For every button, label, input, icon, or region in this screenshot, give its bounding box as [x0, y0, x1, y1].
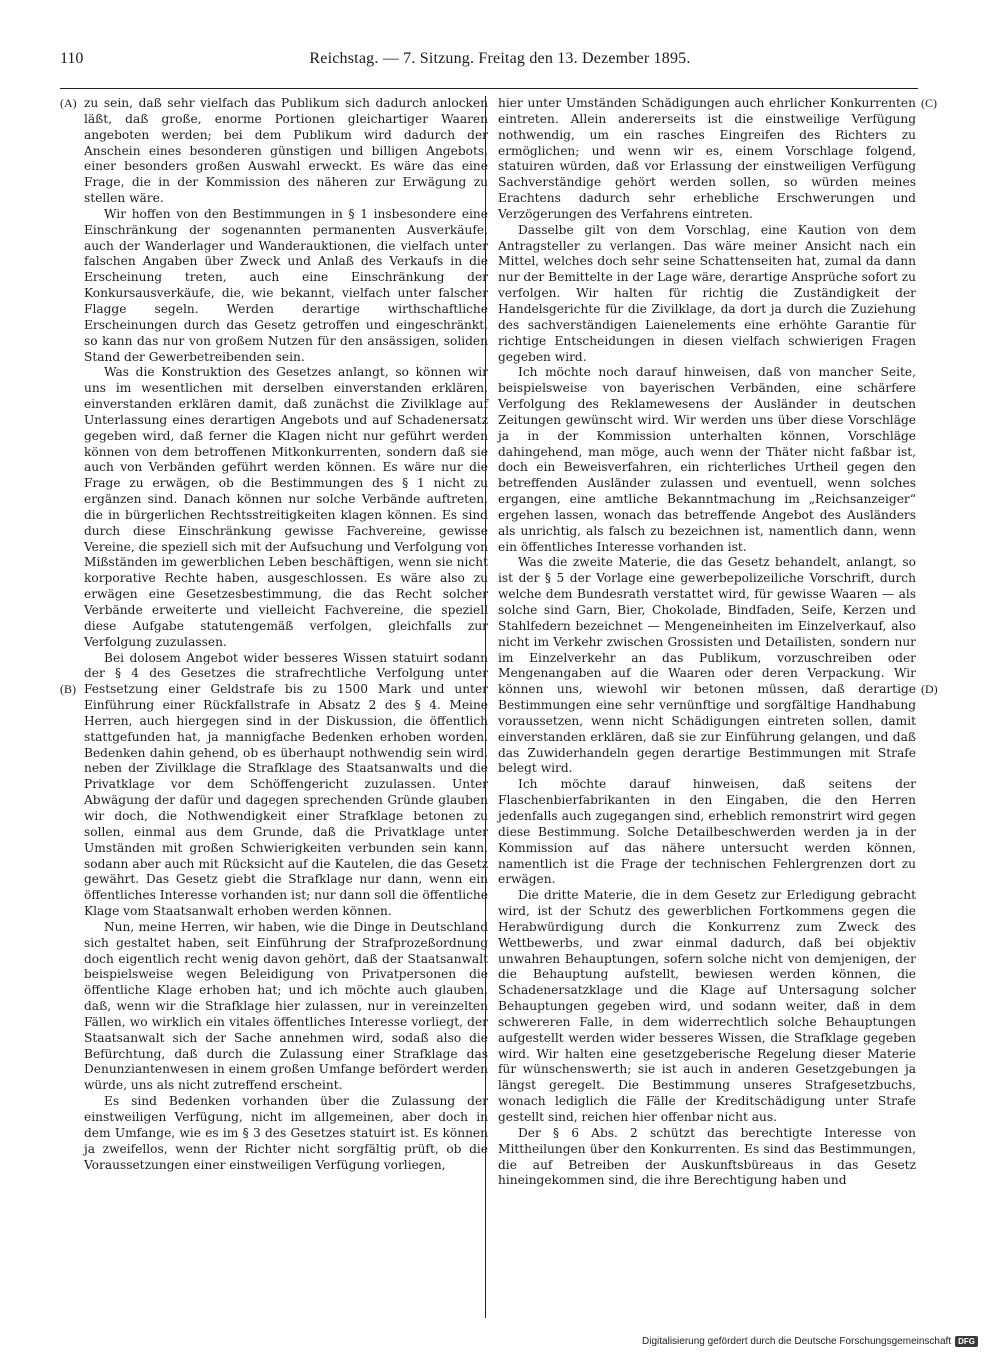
- footer-text: Digitalisierung gefördert durch die Deutsche Forschungsgemeinschaft: [642, 1335, 952, 1347]
- paragraph: Ich möchte noch darauf hinweisen, daß von mancher Seite, beispielsweise von bayerischen Verbänden, eine schärfere Verfolgung des Reklamewesens der Ausländer in deutschen Zeitungen gewünscht wird. Wir werden uns über diese Vorschläge ja in der Kommission unterhalten können, Vorschläge dahingehend, man möge, auch wenn der Thäter nicht faßbar ist, doch ein Beweisverfahren, ein richterliches Urtheil gegen den betreffenden Ausländer zulassen und eventuell, wenn solches ergangen, eine amtliche Bekanntmachung im „Reichsanzeiger“ ergehen lassen, wonach das betreffende Angebot des Ausländers als unrichtig, als falsch zu bezeichnen ist, namentlich dann, wenn ein öffentliches Interesse vorhanden ist.: [498, 365, 916, 554]
- paragraph: Bei dolosem Angebot wider besseres Wissen statuirt sodann der § 4 des Gesetzes die strafrechtliche Verfolgung unter Festsetzung einer Geldstrafe bis zu 1500 Mark und unter Einführung einer Rückfallstrafe in Absatz 2 des § 4. Meine Herren, auch hiergegen sind in der Diskussion, die öffentlich stattgefunden hat, ja mannigfache Bedenken erhoben worden, Bedenken dahin gehend, ob es überhaupt nothwendig sein wird, neben der Zivilklage die Strafklage des Staatsanwalts und die Privatklage vor dem Schöffengericht zuzulassen. Unter Abwägung der dafür und dagegen sprechenden Gründe glauben wir doch, die Nothwendigkeit einer Strafklage betonen zu sollen, einmal aus dem Grunde, daß die Privatklage unter Umständen mit großen Schwierigkeiten verbunden sein kann, sodann aber auch mit Rücksicht auf die Kautelen, die das Gesetz gewährt. Das Gesetz giebt die Strafklage nur dann, wenn ein öffentliches Interesse vorhanden ist; nur dann soll die öffentliche Klage vom Staatsanwalt erhoben werden können.: [84, 650, 488, 919]
- running-title: Reichstag. — 7. Sitzung. Freitag den 13. Dezember 1895.: [309, 50, 691, 67]
- paragraph: Ich möchte darauf hinweisen, daß seitens der Flaschenbierfabrikanten in den Eingaben, die den Herren jedenfalls auch zugegangen sind, erheblich remonstrirt wird gegen diese Bestimmung. Solche Detailbeschwerden werden ja in der Kommission auf das nähere untersucht werden können, namentlich ist die Frage der technischen Fehlergrenzen dort zu erwägen.: [498, 777, 916, 887]
- paragraph: Der § 6 Abs. 2 schützt das berechtigte Interesse von Mittheilungen über den Konkurrenten. Es sind das Bestimmungen, die auf Betreiben der Auskunftsbüreaus in das Gesetz hineingekommen sind, die ihre Berechtigung haben und: [498, 1125, 916, 1188]
- dfg-logo: DFG: [955, 1336, 978, 1347]
- page-number: 110: [60, 50, 84, 67]
- paragraph: Die dritte Materie, die in dem Gesetz zur Erledigung gebracht wird, ist der Schutz des gewerblichen Fortkommens gegen die Herabwürdigung durch die Konkurrenz zum Zweck des Wettbewerbs, und zwar einmal dadurch, daß bei objektiv unwahren Behauptungen, sofern solche nicht von demjenigen, der die Behauptung aufstellt, bewiesen werden können, die Schadenersatzklage und die Klage auf Untersagung solcher Behauptungen gegeben wird, und sodann weiter, daß in dem schwereren Falle, in dem widerrechtlich solche Behauptungen aufgestellt werden wider besseres Wissen, die Strafklage gegeben wird. Wir halten eine gesetzgeberische Regelung dieser Materie für wünschenswerth; sie ist auch in anderen Gesetzgebungen ja längst geregelt. Die Bestimmung unseres Strafgesetzbuchs, wonach lediglich die Fälle der Kreditschädigung unter Strafe gestellt sind, reichen hier offenbar nicht aus.: [498, 888, 916, 1124]
- page-header: [60, 50, 940, 74]
- footer-credit: [642, 1334, 978, 1348]
- margin-marker-d: (D): [921, 682, 938, 696]
- margin-marker-b: (B): [60, 682, 76, 696]
- right-column: [498, 96, 916, 1189]
- paragraph: Was die Konstruktion des Gesetzes anlangt, so können wir uns im wesentlichen mit derselben einverstanden erklären, einverstanden erklären damit, daß zunächst die Zivilklage auf Unterlassung eines derartigen Angebots und auf Schadenersatz gegeben wird, daß ferner die Klagen nicht nur geführt werden können von dem betroffenen Mitkonkurrenten, sondern daß sie auch von Verbänden geführt werden können. Es wäre nur die Frage zu erwägen, ob die Bestimmungen des § 1 nicht zu ergänzen sind. Danach können nur solche Verbände auftreten, die in bürgerlichen Rechtsstreitigkeiten klagen können. Es sind durch diese Einschränkung gewisse Fachvereine, gewisse Vereine, die speziell sich mit der Aufsuchung und Verfolgung von Mißständen im gewerblichen Leben beschäftigen, wenn sie nicht korporative Rechte haben, ausgeschlossen. Es wäre also zu erwägen eine Gesetzesbestimmung, die das Recht solcher Verbände erweiterte und vielleicht Fachvereine, die speziell diese Aufgabe statutengemäß verfolgen, gleichfalls zur Verfolgung zuzulassen.: [84, 365, 488, 649]
- left-column: [84, 96, 488, 1173]
- paragraph: zu sein, daß sehr vielfach das Publikum sich dadurch anlocken läßt, daß große, enorme Portionen gleichartiger Waaren angeboten werden; bei dem Publikum wird dadurch der Anschein eines besonderen günstigen und billigen Angebots, einer besonders großen Auswahl erweckt. Es wäre das eine Frage, die in der Kommission des näheren zur Erwägung zu stellen wäre.: [84, 96, 488, 206]
- paragraph: Dasselbe gilt von dem Vorschlag, eine Kaution von dem Antragsteller zu verlangen. Das wäre meiner Ansicht nach ein Mittel, welches doch sehr seine Schattenseiten hat, zumal da dann nur der Bemittelte in der Lage wäre, derartige Ansprüche sofort zu verfolgen. Wir halten für richtig die Zuständigkeit der Handelsgerichte für die Zivilklage, da dort ja durch die Zuziehung des sachverständigen Laienelements eine erhöhte Garantie für richtige Entscheidungen in diesen vielfach schwierigen Fragen gegeben wird.: [498, 222, 916, 364]
- paragraph: Wir hoffen von den Bestimmungen in § 1 insbesondere eine Einschränkung der sogenannten permanenten Ausverkäufe, auch der Wanderlager und Wanderauktionen, die vielfach unter falschen Angaben über Zweck und Anlaß des Verkaufs in die Erscheinung treten, auch eine Einschränkung der Konkursausverkäufe, die, wie bekannt, vielfach unter falscher Flagge segeln. Werden derartige wirthschaftliche Erscheinungen durch das Gesetz getroffen und eingeschränkt, so kann das nur von großem Nutzen für den ansässigen, soliden Stand der Gewerbetreibenden sein.: [84, 206, 488, 364]
- paragraph: hier unter Umständen Schädigungen auch ehrlicher Konkurrenten eintreten. Allein andererseits ist die einstweilige Verfügung nothwendig, um ein rasches Eingreifen des Richters zu ermöglichen; und wenn wir es, einem Vorschlage folgend, statuiren würden, daß vor Erlassung der einstweiligen Verfügung Sachverständige gehört werden sollen, so würden meines Erachtens dadurch sehr erhebliche Erschwerungen und Verzögerungen des Verfahrens eintreten.: [498, 96, 916, 221]
- header-rule: [60, 88, 918, 89]
- margin-marker-c: (C): [921, 96, 937, 110]
- paragraph: Was die zweite Materie, die das Gesetz behandelt, anlangt, so ist der § 5 der Vorlage eine gewerbepolizeiliche Vorschrift, durch welche dem Bundesrath verstattet wird, für gewisse Waaren — als solche sind Garn, Bier, Chokolade, Bindfaden, Seife, Kerzen und Stahlfedern bezeichnet — Mengeneinheiten im Einzelverkauf, also nicht im Verkehr zwischen Grossisten und Detailisten, sondern nur im Einzelverkehr an das Publikum, vorzuschreiben oder Mengenangaben auf die Waaren oder deren Verpackung. Wir können uns, wiewohl wir betonen müssen, daß derartige Bestimmungen eine sehr vernünftige und sorgfältige Handhabung voraussetzen, wenn nicht Schädigungen eintreten sollen, damit einverstanden erklären, daß sie zur Einführung gelangen, und daß das Zuwiderhandeln gegen derartige Bestimmungen mit Strafe belegt wird.: [498, 555, 916, 776]
- column-divider: [485, 96, 486, 1318]
- paragraph: Es sind Bedenken vorhanden über die Zulassung der einstweiligen Verfügung, nicht im allgemeinen, aber doch in dem Umfange, wie es im § 3 des Gesetzes statuirt ist. Es können ja zweifellos, wenn der Richter nicht sorgfältig prüft, ob die Voraussetzungen einer einstweiligen Verfügung vorliegen,: [84, 1094, 488, 1172]
- margin-marker-a: (A): [60, 96, 77, 110]
- paragraph: Nun, meine Herren, wir haben, wie die Dinge in Deutschland sich gestaltet haben, seit Einführung der Strafprozeßordnung doch eigentlich recht wenig davon gehört, daß der Staatsanwalt beispielsweise wegen Beleidigung von Privatpersonen die öffentliche Klage erhoben hat; und ich möchte auch glauben, daß, wenn wir die Strafklage hier zulassen, nur in vereinzelten Fällen, wo wirklich ein vitales öffentliches Interesse vorliegt, der Staatsanwalt sich der Sache annehmen wird, sodaß also die Befürchtung, daß durch die Zulassung einer Strafklage das Denunziantenwesen in einem großen Umfange befördert werden würde, uns als nicht zutreffend erscheint.: [84, 919, 488, 1093]
